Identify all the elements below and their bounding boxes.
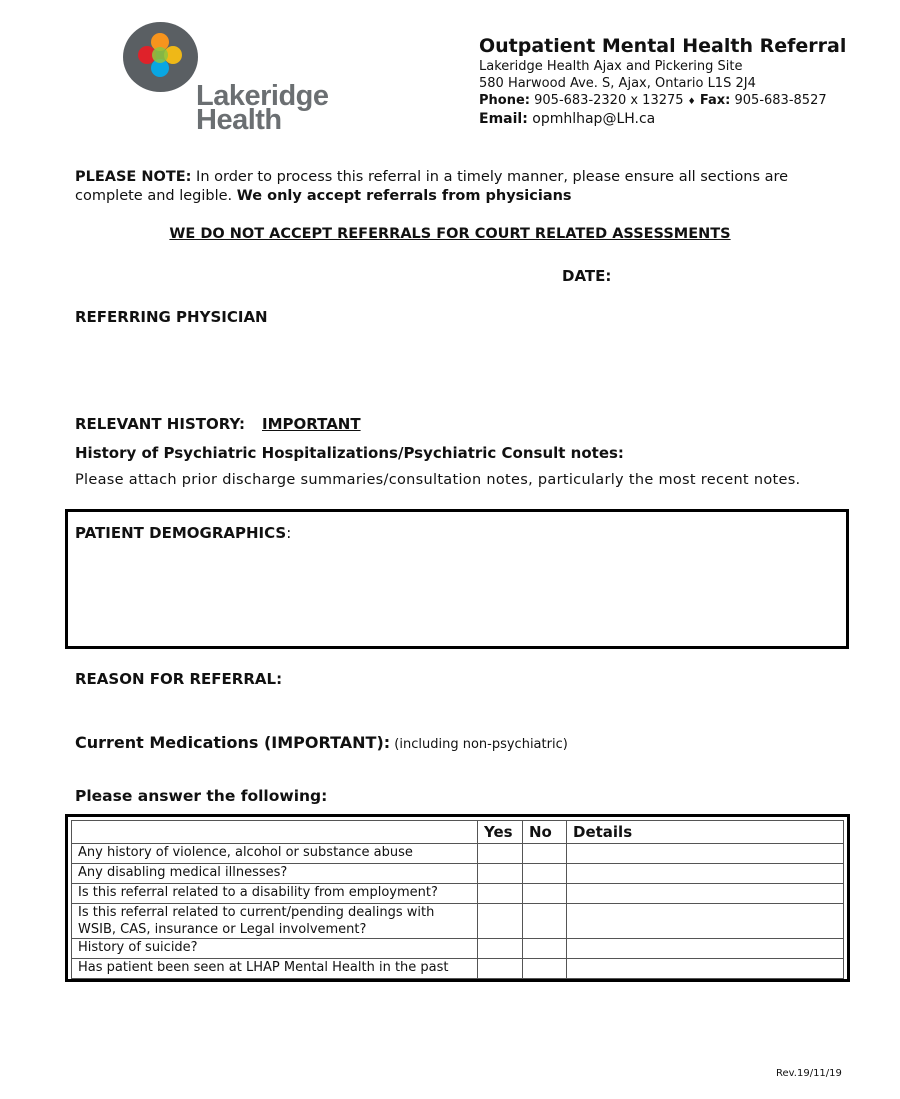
referring-physician-label: REFERRING PHYSICIAN bbox=[75, 308, 268, 326]
table-row bbox=[72, 939, 844, 959]
yes-cell[interactable] bbox=[478, 844, 523, 864]
header-details: Details bbox=[567, 821, 844, 844]
table-row bbox=[72, 904, 844, 939]
logo-line1: Lakeridge bbox=[196, 80, 329, 112]
form-title: Outpatient Mental Health Referral bbox=[479, 35, 847, 57]
questions-heading: Please answer the following: bbox=[75, 787, 328, 805]
question-cell: History of suicide? bbox=[72, 939, 478, 959]
note-text: In order to process this referral in a timely manner, please ensure all sections are complete and legible. bbox=[75, 169, 789, 204]
no-cell[interactable] bbox=[523, 844, 567, 864]
contact-email bbox=[479, 111, 655, 127]
fax-value: 905-683-8527 bbox=[734, 93, 827, 108]
medications-label: Current Medications (IMPORTANT) bbox=[75, 733, 384, 752]
email-label: Email: bbox=[479, 111, 528, 127]
question-cell: Is this referral related to a disability from employment? bbox=[72, 884, 478, 904]
note-label: PLEASE NOTE: bbox=[75, 169, 192, 185]
header-yes: Yes bbox=[478, 821, 523, 844]
psych-history-label: History of Psychiatric Hospitalizations/Psychiatric Consult notes: bbox=[75, 444, 624, 462]
demographics-label: PATIENT DEMOGRAPHICS bbox=[75, 524, 287, 542]
psych-history-instruction: Please attach prior discharge summaries/consultation notes, particularly the most recent notes. bbox=[75, 472, 801, 488]
site-name: Lakeridge Health Ajax and Pickering Site bbox=[479, 59, 743, 74]
phone-label: Phone: bbox=[479, 93, 530, 108]
current-medications bbox=[75, 733, 568, 752]
header-question bbox=[72, 821, 478, 844]
demographics-heading bbox=[75, 524, 291, 542]
yes-cell[interactable] bbox=[478, 884, 523, 904]
fax-label: Fax: bbox=[699, 93, 731, 108]
no-cell[interactable] bbox=[523, 904, 567, 939]
important-label: IMPORTANT bbox=[262, 415, 361, 433]
medications-note: (including non-psychiatric) bbox=[390, 737, 568, 752]
no-cell[interactable] bbox=[523, 864, 567, 884]
table-row bbox=[72, 959, 844, 979]
details-cell[interactable] bbox=[567, 844, 844, 864]
yes-cell[interactable] bbox=[478, 904, 523, 939]
table-row bbox=[72, 844, 844, 864]
demographics-colon: : bbox=[286, 524, 292, 542]
details-cell[interactable] bbox=[567, 939, 844, 959]
logo-dots-icon bbox=[123, 22, 198, 92]
question-cell: Any disabling medical illnesses? bbox=[72, 864, 478, 884]
date-label: DATE: bbox=[562, 267, 612, 285]
phone-value: 905-683-2320 x 13275 bbox=[534, 93, 684, 108]
medications-colon: : bbox=[383, 733, 391, 752]
table-row bbox=[72, 864, 844, 884]
email-value: opmhlhap@LH.ca bbox=[532, 111, 656, 127]
details-cell[interactable] bbox=[567, 959, 844, 979]
header-no: No bbox=[523, 821, 567, 844]
question-cell: Is this referral related to current/pending dealings with WSIB, CAS, insurance or Legal involvement? bbox=[72, 904, 478, 939]
yes-cell[interactable] bbox=[478, 864, 523, 884]
yes-cell[interactable] bbox=[478, 939, 523, 959]
question-cell: Any history of violence, alcohol or substance abuse bbox=[72, 844, 478, 864]
details-cell[interactable] bbox=[567, 884, 844, 904]
contact-phone-fax bbox=[479, 93, 827, 108]
details-cell[interactable] bbox=[567, 864, 844, 884]
revision-label: Rev.19/11/19 bbox=[776, 1068, 842, 1079]
patient-demographics-box[interactable] bbox=[65, 509, 849, 649]
please-note bbox=[75, 168, 845, 206]
court-assessment-notice: WE DO NOT ACCEPT REFERRALS FOR COURT RELATED ASSESSMENTS bbox=[169, 226, 731, 242]
logo-line2: Health bbox=[196, 104, 282, 136]
no-cell[interactable] bbox=[523, 884, 567, 904]
no-cell[interactable] bbox=[523, 939, 567, 959]
relevant-history-label: RELEVANT HISTORY: bbox=[75, 415, 246, 433]
note-bold: We only accept referrals from physicians bbox=[236, 188, 572, 204]
table-header-row bbox=[72, 821, 844, 844]
yes-cell[interactable] bbox=[478, 959, 523, 979]
questions-table-frame bbox=[65, 814, 850, 982]
logo-wordmark bbox=[196, 80, 329, 136]
table-row bbox=[72, 884, 844, 904]
questions-table bbox=[71, 820, 844, 979]
separator-bullet: ♦ bbox=[687, 97, 696, 107]
reason-for-referral-label: REASON FOR REFERRAL: bbox=[75, 670, 283, 688]
site-address: 580 Harwood Ave. S, Ajax, Ontario L1S 2J4 bbox=[479, 76, 756, 91]
no-cell[interactable] bbox=[523, 959, 567, 979]
details-cell[interactable] bbox=[567, 904, 844, 939]
question-cell: Has patient been seen at LHAP Mental Health in the past bbox=[72, 959, 478, 979]
logo-mark bbox=[123, 22, 198, 92]
